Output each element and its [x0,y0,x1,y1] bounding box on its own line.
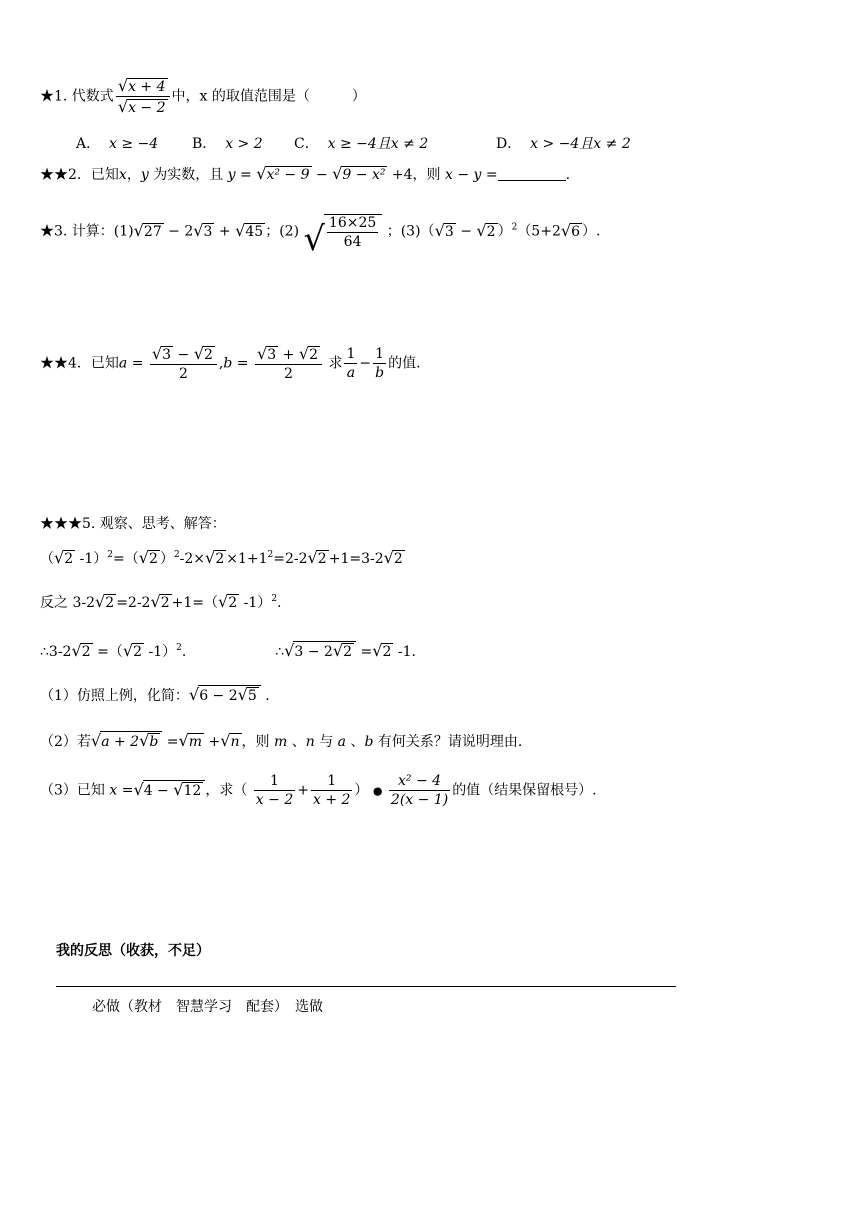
q3-sqrt-fraction: √ $\frac{16\times 25}{64}$ [304,214,383,255]
question-1: ★1. 代数式 $\frac{√x + 4}{√x - 2}$ 中，x 的取值范围是（ ） [40,76,366,117]
q5-sub-1: （1）仿照上例，化简：√6 − 2√5 . [40,685,270,704]
answer-blank [498,168,566,181]
q5-line-1: （√2 -1）$^2$=（√2 ）$^2-2\times√2 \times 1+1^2=2-2√2 +1=3-2√2$ [40,548,403,567]
q5-sub-2: （2）若√a + 2√b =√m +√n ，则 m 、n 与 a 、b 有何关系？请说明理由. [40,731,523,750]
q1-option-b: B． x > 2 [192,136,263,152]
q1-option-c: C． x ≥ −4且x ≠ 2 [294,136,429,152]
q1-option-d: D． x > −4且x ≠ 2 [496,136,631,152]
question-4: ★★4．已知a = $\frac{√3 - √2}{2}$ ,b = $\frac{√3 + √2}{2}$ 求 $\frac{1}{a}$ − $\frac{1}{b}$ 的值. [40,344,421,383]
question-2: ★★2．已知x，y 为实数，且 y = √x² − 9 − √9 − x² +4，则 x − y = . [40,164,571,183]
q1-option-a: A． x ≥ −4 [76,136,159,152]
divider-line [56,986,676,987]
question-5-title: ★★★5. 观察、思考、解答： [40,516,226,532]
q1-fraction: $\frac{√x + 4}{√x - 2}$ [116,78,170,115]
reflection-heading: 我的反思（收获，不足） [56,943,210,959]
q5-line-3: ∴3-2√2 =（√2 -1）$^2$. ∴√3 − 2√2 =√2 -1. [40,641,416,660]
q5-line-2: 反之 3-2√2 =2-2√2 +1=（√2 -1）$^2$. [40,592,282,611]
q5-sub-3: （3）已知 x =√4 − √12 ，求（ $\frac{1}{x - 2}$ + $\frac{1}{x + 2}$ ） ● $\frac{\text{x² − 4}}{2(x - 1)}$ 的值（结果保留根号）. [40,773,597,808]
question-3: ★3. 计算：(1)√27 − 2√3 + √45 ；(2) √ $\frac{16\times 25}{64}$ ；(3)（√3 − √2 ）$^2$（5+2√6 ）. [40,215,601,258]
homework-line: 必做（教材 智慧学习 配套） 选做 [92,999,323,1015]
bullet-icon: ● [372,784,383,798]
